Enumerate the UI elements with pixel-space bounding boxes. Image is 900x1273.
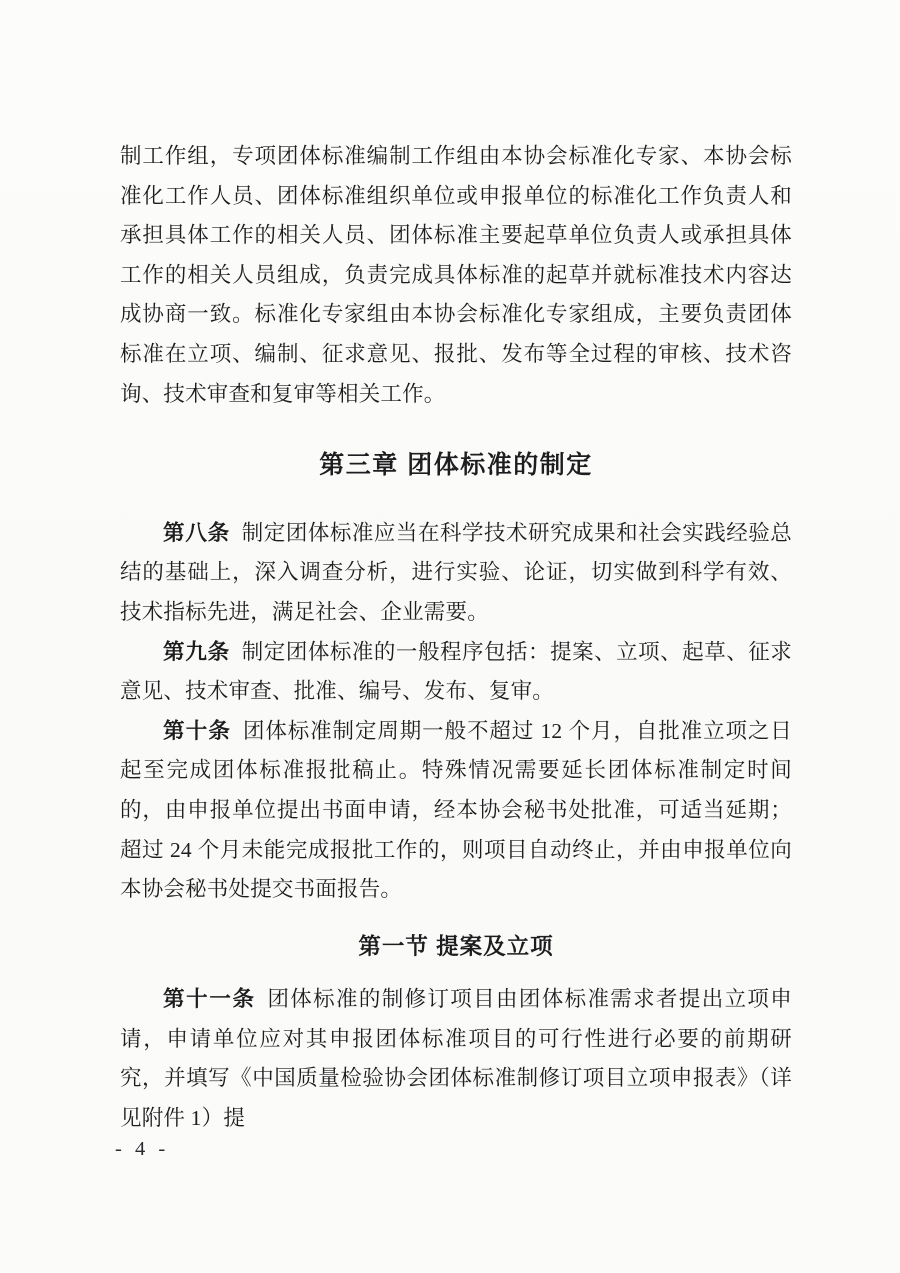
paragraph-continuation: 制工作组，专项团体标准编制工作组由本协会标准化专家、本协会标准化工作人员、团体标准组织单位或申报单位的标准化工作负责人和承担具体工作的相关人员、团体标准主要起草单位负责人或承担具体工作的相关人员组成，负责完成具体标准的起草并就标准技术内容达成协商一致。标准化专家组由本协会标准化专家组成，主要负责团体标准在立项、编制、征求意见、报批、发布等全过程的审核、技术咨询、技术审查和复审等相关工作。 [120, 144, 792, 406]
paragraph-article-8 [120, 514, 792, 633]
article-11-label: 第十一条 [163, 987, 256, 1012]
section-heading: 第一节 提案及立项 [358, 933, 554, 959]
article-9-text: 制定团体标准的一般程序包括：提案、立项、起草、征求意见、技术审查、批准、编号、发布、复审。 [120, 639, 792, 704]
chapter-heading: 第三章 团体标准的制定 [319, 451, 593, 480]
paragraph-article-11 [120, 980, 792, 1138]
article-10-label: 第十条 [163, 718, 232, 743]
article-8-text: 制定团体标准应当在科学技术研究成果和社会实践经验总结的基础上，深入调查分析，进行实验、论证，切实做到科学有效、技术指标先进，满足社会、企业需要。 [120, 520, 792, 624]
article-11-text: 团体标准的制修订项目由团体标准需求者提出立项申请，申请单位应对其申报团体标准项目的可行性进行必要的前期研究，并填写《中国质量检验协会团体标准制修订项目立项申报表》（详见附件 1）提 [120, 987, 792, 1131]
page-number: - 4 - [115, 1138, 170, 1160]
paragraph-article-9 [120, 633, 792, 712]
paragraph-article-10 [120, 712, 792, 910]
article-10-text: 团体标准制定周期一般不超过 12 个月，自批准立项之日起至完成团体标准报批稿止。特殊情况需要延长团体标准制定时间的，由申报单位提出书面申请，经本协会秘书处批准，可适当延期；超过 24 个月未能完成报批工作的，则项目自动终止，并由申报单位向本协会秘书处提交书面报告。 [120, 718, 792, 902]
article-9-label: 第九条 [163, 639, 230, 664]
article-8-label: 第八条 [163, 520, 230, 545]
document-body [120, 137, 792, 1139]
